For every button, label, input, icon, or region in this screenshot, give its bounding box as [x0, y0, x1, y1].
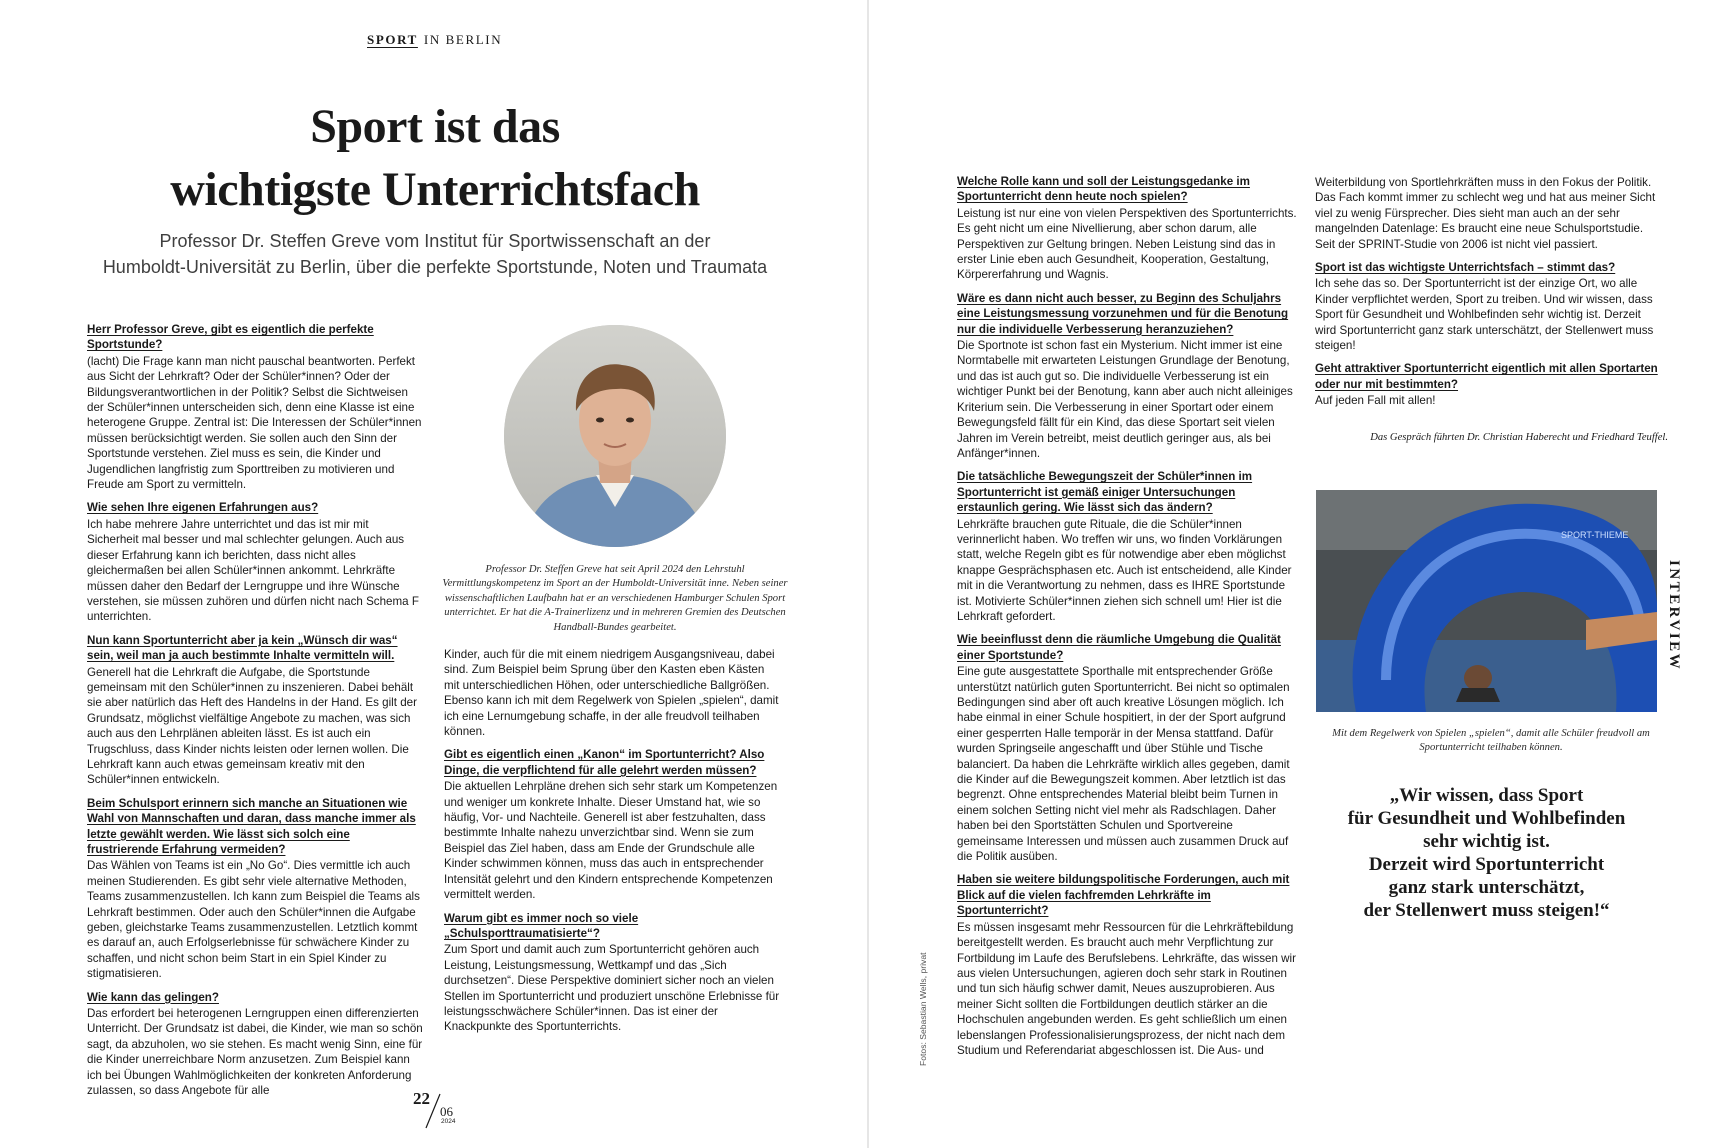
interview-question: Welche Rolle kann und soll der Leistungsgedanke im Sportunterricht denn heute noch spielen?	[957, 175, 1250, 204]
article-subhead	[70, 228, 800, 280]
interview-question: Wie sehen Ihre eigenen Erfahrungen aus?	[87, 501, 319, 515]
interview-question: Beim Schulsport erinnern sich manche an Situationen wie Wahl von Mannschaften und daran, dass manche immer als letzte gewählt werden. Wie lässt sich solch eine frustrierende Erfahrung vermeiden?	[87, 796, 416, 856]
interview-answer: Das erfordert bei heterogenen Lerngruppen einen differenzierten Unterricht. Der Grundsatz ist dabei, die Kinder, wie man so schön sagt, da abzuholen, wo sie stehen. Es macht wenig Sinn, eine für die Kinder unerreichbare Norm anzusetzen. Zum Beispiel kann ich bei Übungen Wahlmöglichkeiten der konkreten Anforderung zulassen, so dass Angebote für alle	[87, 1007, 423, 1098]
page-folio	[410, 1082, 480, 1132]
kicker-in-berlin: IN BERLIN	[423, 32, 503, 47]
interview-credits: Das Gespräch führten Dr. Christian Haberecht und Friedhard Teuffel.	[1370, 432, 1668, 443]
section-kicker	[367, 32, 502, 48]
issue-number: 06	[440, 1104, 453, 1119]
pull-quote-line-3: sehr wichtig ist.	[1423, 831, 1550, 852]
interview-question: Wie beeinflusst denn die räumliche Umgebung die Qualität einer Sportstunde?	[957, 633, 1281, 662]
interview-question: Herr Professor Greve, gibt es eigentlich die perfekte Sportstunde?	[87, 323, 374, 352]
interview-answer: Leistung ist nur eine von vielen Perspektiven des Sportunterrichts. Es geht nicht um eine Nivellierung, aber schon darum, alle Perspektiven zur Geltung bringen. Neben Leistung sind das in erster Linie eben auch Gesundheit, Kooperation, Gestaltung, Körpererfahrung und Wagnis.	[957, 206, 1297, 282]
interview-question: Wie kann das gelingen?	[87, 990, 219, 1004]
interview-answer: Weiterbildung von Sportlehrkräften muss in den Fokus der Politik. Das Fach kommt immer zu schlecht weg und hat aus meiner Sicht viel zu wenig Fürsprecher. Dies sieht man auch an der sehr mangelnden Datenlage: Es braucht eine neue Schulsportstudie. Seit der SPRINT-Studie von 2006 ist nicht viel passiert.	[1315, 176, 1656, 251]
svg-text:SPORT-THIEME: SPORT-THIEME	[1561, 530, 1629, 540]
interview-answer: Die aktuellen Lehrpläne drehen sich sehr stark um Kompetenzen und weniger um konkrete Inhalte. Dieser Umstand hat, wie so häufig, Vor- und Nachteile. Generell ist aber festzuhalten, dass bestimmte Inhalte nahezu unverzichtbar sind. Wenn sie zum Beispiel das Ziel haben, dass am Ende der Grundschule alle Kinder schwimmen können, muss das auch in entsprechender Intensität gelehrt und den Kindern entsprechende Kompetenzen vermittelt werden.	[444, 780, 778, 902]
interview-answer: Auf jeden Fall mit allen!	[1315, 394, 1436, 408]
interview-answer: Es müssen insgesamt mehr Ressourcen für die Lehrkräftebildung bereitgestellt werden. Es braucht auch mehr Verpflichtung zur Fortbildung im Laufe des Berufslebens. Lehrkräfte, das wissen wir aus vielen Untersuchungen, agieren doch sehr stark in Routinen und tun sich häufig schwer damit, Neues auszuprobieren. Aus meiner Sicht sollten die Fortbildungen deutlich stärker an die Hochschulen angebunden werden. Es geht schließlich um einen lebenslangen Professionalisierungsprozess, der nicht nach dem Studium und Referendariat abgeschlossen ist. Die Aus- und	[957, 920, 1296, 1057]
interview-question: Die tatsächliche Bewegungszeit der Schüler*innen im Sportunterricht ist gemäß einiger Untersuchungen erstaunlich gering. Wie lässt sich das ändern?	[957, 470, 1253, 515]
interview-question: Haben sie weitere bildungspolitische Forderungen, auch mit Blick auf die vielen fachfremden Lehrkräfte im Sportunterricht?	[957, 873, 1290, 918]
kicker-sport: SPORT	[367, 32, 418, 47]
headline-line-1: Sport ist das	[310, 100, 560, 153]
interview-question: Nun kann Sportunterricht aber ja kein „Wünsch dir was“ sein, weil man ja auch bestimmte Inhalte vermitteln will.	[87, 633, 398, 663]
pull-quote-line-6: der Stellenwert muss steigen!“	[1363, 900, 1610, 921]
text-column-2	[444, 646, 781, 1035]
gym-photo	[1316, 490, 1657, 712]
interview-answer: Zum Sport und damit auch zum Sportunterricht gehören auch Leistung, Leistungsmessung, Wettkampf und das „Sich durchsetzen“. Diese Perspektive dominiert sicher noch an vielen Stellen im Sportunterricht und produziert unschöne Erlebnisse für leistungsschwächere Schüler*innen. Das ist einer der Knackpunkte des Sportunterrichts.	[444, 943, 780, 1034]
section-label: INTERVIEW	[1666, 560, 1682, 672]
interview-answer: Ich habe mehrere Jahre unterrichtet und das ist mir mit Sicherheit mal besser und mal schlechter gelungen. Auch aus dieser Erfahrung kann ich berichten, dass nicht alles gleichermaßen bei allen Schüler*innen ankommt. Lehrkräfte müssen daher den Bedarf der Lerngruppe und ihre Wünsche verstehen, sie müssen zuhören und dürfen nicht nach Schema F unterrichten.	[87, 517, 419, 624]
portrait-illustration	[504, 325, 726, 547]
pull-quote-line-1: „Wir wissen, dass Sport	[1389, 785, 1584, 806]
interview-answer: Ich sehe das so. Der Sportunterricht ist der einzige Ort, wo alle Kinder verpflichtet werden, Sport zu treiben. Und wir wissen, dass Sport für Gesundheit und Wohlbefinden sehr wichtig ist. Derzeit wird Sportunterricht ganz stark unterschätzt, der Stellenwert muss steigen!	[1315, 277, 1654, 353]
issue-year: 2024	[441, 1118, 456, 1125]
spread-gutter	[867, 0, 869, 1148]
pull-quote-line-4: Derzeit wird Sportunterricht	[1368, 854, 1605, 875]
text-column-3	[957, 174, 1297, 1058]
interview-answer: Eine gute ausgestattete Sporthalle mit entsprechender Größe unterstützt natürlich guten Sportunterricht. Bei nicht so optimalen Bedingungen sind aber oft auch kreative Lösungen möglich. Ich habe einmal in einer Schule hospitiert, in der der Sport aufgrund einer gesperrten Halle temporär in der Mensa stattfand. Dafür wurden Springseile angeschafft und über Stühle und Tische balanciert. Da haben die Lehrkräfte wirklich alles gegeben, damit die Kinder auf die Bewegungszeit kommen. Aber letztlich ist das begrenzt. Ohne entsprechendes Material bleibt beim Turnen in einem solchen Setting nicht viel mehr als Radschlagen. Daher haben bei den Sportstätten Schulen und Sportvereine gemeinsame Interessen und müssen auch zusammen Druck auf die Politik ausüben.	[957, 665, 1290, 864]
pull-quote-line-5: ganz stark unterschätzt,	[1388, 877, 1585, 898]
pull-quote-line-2: für Gesundheit und Wohlbefinden	[1347, 808, 1626, 829]
subhead-line-2: Humboldt-Universität zu Berlin, über die perfekte Sportstunde, Noten und Traumata	[102, 257, 768, 277]
text-column-1	[87, 322, 423, 1099]
interview-question: Wäre es dann nicht auch besser, zu Beginn des Schuljahrs eine Leistungsmessung vorzunehmen und für die Benotung nur die individuelle Verbesserung heranzuziehen?	[957, 291, 1289, 336]
photo-caption: Mit dem Regelwerk von Spielen „spielen“, damit alle Schüler freudvoll am Sportunterricht teilhaben können.	[1332, 728, 1650, 754]
interview-answer: Kinder, auch für die mit einem niedrigem Ausgangsniveau, dabei sind. Zum Beispiel beim Sprung über den Kasten eben Kästen mit unterschiedlichen Höhen, oder unterschiedliche Ballgrößen. Ebenso kann ich mit dem Regelwerk von Spielen „spielen“, damit ich eine Lernumgebung schaffe, in der alle freudvoll teilhaben können.	[444, 648, 779, 739]
interview-answer: Die Sportnote ist schon fast ein Mysterium. Nicht immer ist eine Normtabelle mit erwarteten Leistungen Grundlage der Benotung, und das ist auch gut so. Die individuelle Verbesserung ist ein wichtiger Punkt bei der Benotung, kann aber auch nicht alleiniges Kriterium sein. Die Verbesserung in einer Sportart oder einem Bewegungsfeld fällt für ein Kind, das diese Sportart seit vielen Jahren im Verein betreibt, meist deutlich geringer aus, als bei Anfänger*innen.	[957, 339, 1293, 460]
interview-question: Warum gibt es immer noch so viele „Schulsporttraumatisierte“?	[444, 911, 639, 940]
interview-question: Sport ist das wichtigste Unterrichtsfach – stimmt das?	[1315, 261, 1616, 275]
gym-photo-illustration	[1316, 490, 1657, 712]
page-number: 22	[413, 1089, 430, 1108]
portrait-caption: Professor Dr. Steffen Greve hat seit April 2024 den Lehrstuhl Vermittlungskompetenz im Sport an der Humboldt-Universität inne. Neben seiner wissenschaftlichen Laufbahn hat er an verschiedenen Hamburger Schulen Sport unterrichtet. Er hat die A-Trainerlizenz und in mehreren Gremien des Deutschen Handball-Bundes gearbeitet.	[442, 564, 788, 633]
pull-quote	[1316, 784, 1657, 922]
article-headline	[80, 95, 790, 221]
text-column-4	[1315, 174, 1658, 409]
interview-question: Geht attraktiver Sportunterricht eigentlich mit allen Sportarten oder nur mit bestimmten?	[1315, 362, 1658, 391]
photo-credit: Fotos: Sebastian Wells, privat	[918, 952, 928, 1066]
subhead-line-1: Professor Dr. Steffen Greve vom Institut für Sportwissenschaft an der	[159, 231, 711, 251]
interview-answer: Generell hat die Lehrkraft die Aufgabe, die Sportstunde gemeinsam mit den Schüler*innen zu inszenieren. Dabei behält sie aber natürlich das Heft des Handelns in der Hand. Es gilt der Grundsatz, möglichst vielfältige Angebote zu machen, was sich auch aus den Lehrplänen ableiten lässt. Es ist auch ein Trugschluss, dass Kinder nichts leisten oder lernen wollen. Die Lehrkraft kann auch etwas gemeinsam kreativ mit den Schüler*innen entwickeln.	[87, 665, 417, 787]
headline-line-2: wichtigste Unterrichtsfach	[170, 163, 700, 216]
interview-question: Gibt es eigentlich einen „Kanon“ im Sportunterricht? Also Dinge, die verpflichtend für alle gelehrt werden müssen?	[444, 748, 765, 777]
portrait-photo	[504, 325, 726, 547]
interview-answer: Das Wählen von Teams ist ein „No Go“. Dies vermittle ich auch meinen Studierenden. Es gibt sehr viele alternative Methoden, Teams zusammenzustellen. Ich kann zum Beispiel die Teams als Lehrkraft bestimmen. Oder auch den Schüler*innen die Aufgabe geben, gleichstarke Teams zusammenzustellen. Letztlich kommt es darauf an, auch Erfolgserlebnisse für schwächere Kinder zu schaffen, und nicht schon beim Start in ein Spiel Kinder zu stigmatisieren.	[87, 859, 420, 981]
interview-answer: (lacht) Die Frage kann man nicht pauschal beantworten. Perfekt aus Sicht der Lehrkraft? Oder der Schüler*innen? Oder der Bildungsverantwortlichen in der Politik? Selbst die Sichtweisen der Schüler*innen unterscheiden sich, denn eine Klasse ist eine heterogene Gruppe. Zentral ist: Die Interessen der Schüler*innen müssen berücksichtigt werden. Sie sollen auch den Sinn der Sportstunde verstehen. Ziel muss es sein, die Kinder und Jugendlichen langfristig zum Sporttreiben zu motivieren und Freude am Sport zu vermitteln.	[87, 354, 422, 492]
interview-answer: Lehrkräfte brauchen gute Rituale, die die Schüler*innen verinnerlicht haben. Wo treffen wir uns, wo finden Vorklärungen statt, welche Regeln gibt es für notwendige aber eben möglichst knappe Gesprächsphasen etc. Auch ist entscheidend, alle Kinder mit in die Verantwortung zu nehmen, dass es IHRE Sportstunde ist. Motivierte Schüler*innen ziehen sich schnell um! Hier ist die Lehrkraft gefordert.	[957, 517, 1292, 623]
